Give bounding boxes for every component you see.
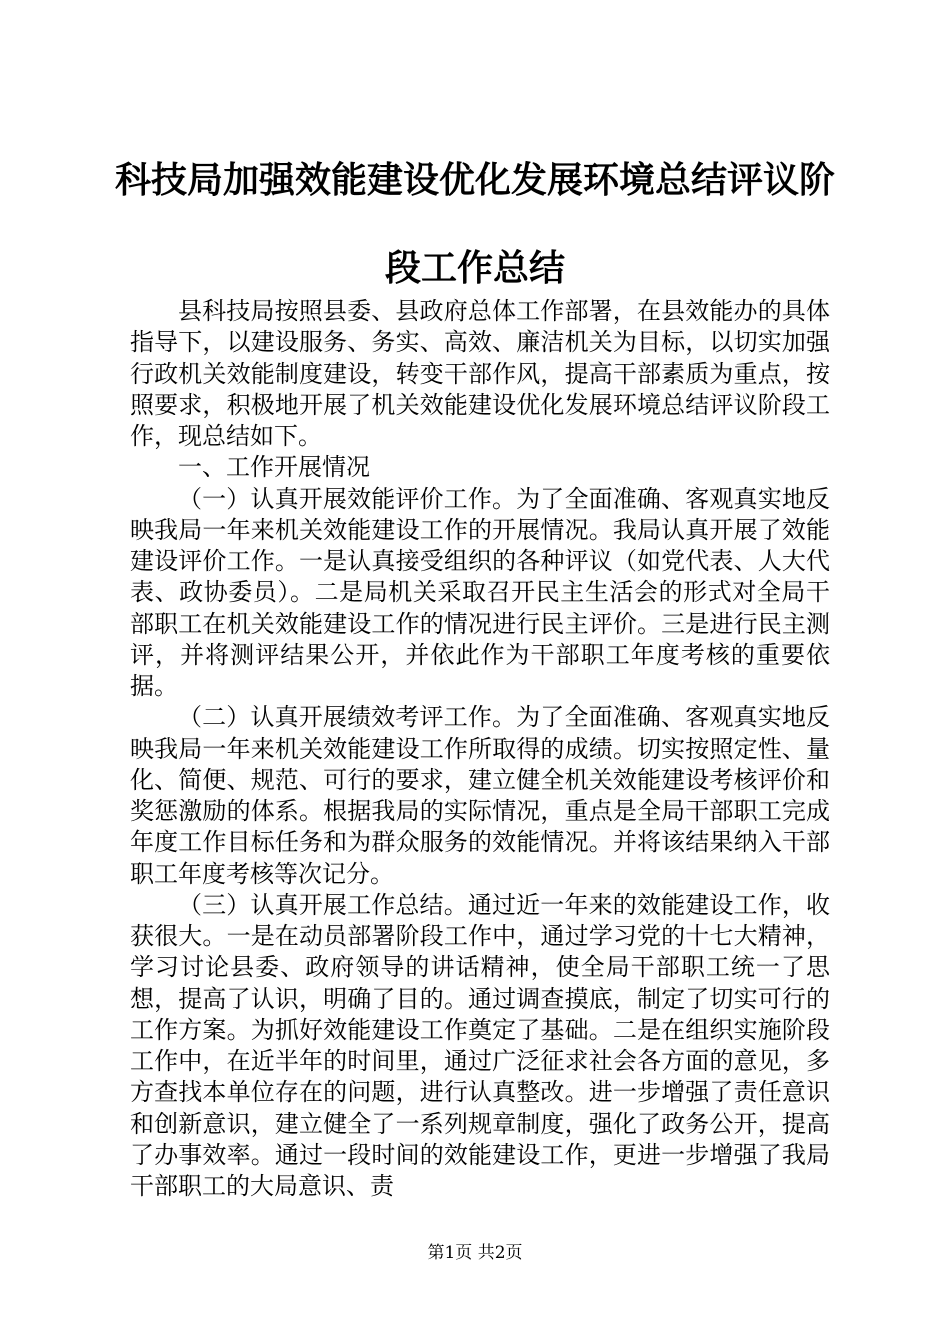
page-number-footer: 第1页 共2页 [427, 1243, 523, 1263]
intro-paragraph: 县科技局按照县委、县政府总体工作部署，在县效能办的具体指导下，以建设服务、务实、高效、廉洁机关为目标，以切实加强行政机关效能制度建设，转变干部作风，提高干部素质为重点，按照要求，积极地开展了机关效能建设优化发展环境总结评议阶段工作，现总结如下。 [130, 297, 830, 450]
section-heading: 一、工作开展情况 [178, 453, 370, 482]
document-title-line-2: 段工作总结 [384, 247, 565, 289]
item-paragraph-3: （三）认真开展工作总结。通过近一年来的效能建设工作，收获很大。一是在动员部署阶段工作中，通过学习党的十七大精神，学习讨论县委、政府领导的讲话精神，使全局干部职工统一了思想，提高了认识，明确了目的。通过调查摸底，制定了切实可行的工作方案。为抓好效能建设工作奠定了基础。二是在组织实施阶段工作中，在近半年的时间里，通过广泛征求社会各方面的意见，多方查找本单位存在的问题，进行认真整改。进一步增强了责任意识和创新意识，建立健全了一系列规章制度，强化了政务公开，提高了办事效率。通过一段时间的效能建设工作，更进一步增强了我局干部职工的大局意识、责 [130, 890, 830, 1200]
item-paragraph-2: （二）认真开展绩效考评工作。为了全面准确、客观真实地反映我局一年来机关效能建设工作所取得的成绩。切实按照定性、量化、简便、规范、可行的要求，建立健全机关效能建设考核评价和奖惩激励的体系。根据我局的实际情况，重点是全局干部职工完成年度工作目标任务和为群众服务的效能情况。并将该结果纳入干部职工年度考核等次记分。 [130, 703, 830, 888]
document-body [130, 296, 830, 1202]
item-paragraph-1: （一）认真开展效能评价工作。为了全面准确、客观真实地反映我局一年来机关效能建设工作的开展情况。我局认真开展了效能建设评价工作。一是认真接受组织的各种评议（如党代表、人大代表、政协委员）。二是局机关采取召开民主生活会的形式对全局干部职工在机关效能建设工作的情况进行民主评价。三是进行民主测评，并将测评结果公开，并依此作为干部职工年度考核的重要依据。 [130, 484, 830, 700]
document-title-line-1: 科技局加强效能建设优化发展环境总结评议阶 [114, 159, 835, 201]
